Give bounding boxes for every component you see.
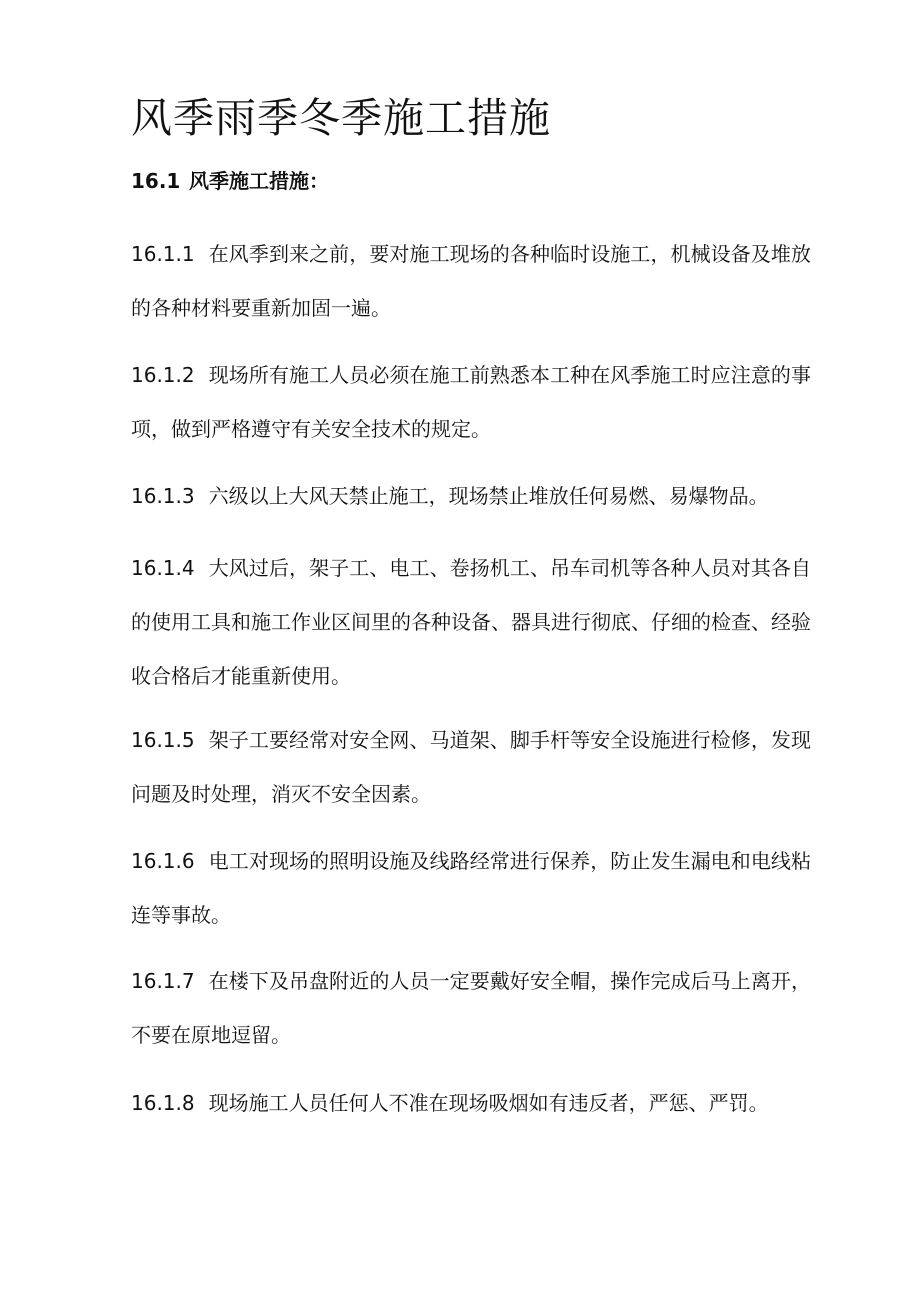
clause-text: 电工对现场的照明设施及线路经常进行保养，防止发生漏电和电线粘连等事故。 [131, 849, 811, 927]
section-title: 风季施工措施： [189, 169, 329, 193]
clause-text: 大风过后，架子工、电工、卷扬机工、吊车司机等各种人员对其各自的使用工具和施工作业区间里的各种设备、器具进行彻底、仔细的检查、经验收合格后才能重新使用。 [131, 556, 811, 688]
clause-item [131, 541, 811, 703]
clause-number: 16.1.6 [131, 849, 195, 873]
clause-number: 16.1.8 [131, 1091, 195, 1115]
clause-number: 16.1.2 [131, 363, 195, 387]
clause-text: 在楼下及吊盘附近的人员一定要戴好安全帽，操作完成后马上离开，不要在原地逗留。 [131, 969, 811, 1047]
clause-number: 16.1.1 [131, 242, 195, 266]
clause-text: 六级以上大风天禁止施工，现场禁止堆放任何易燃、易爆物品。 [208, 484, 769, 508]
clause-text: 现场所有施工人员必须在施工前熟悉本工种在风季施工时应注意的事项，做到严格遵守有关安全技术的规定。 [131, 363, 811, 441]
clause-number: 16.1.3 [131, 484, 195, 508]
clause-item [131, 713, 811, 821]
document-title: 风季雨季冬季施工措施 [131, 94, 551, 142]
section-heading [131, 166, 329, 196]
clause-item [131, 469, 811, 523]
clause-text: 现场施工人员任何人不准在现场吸烟如有违反者，严惩、严罚。 [208, 1091, 769, 1115]
clause-number: 16.1.5 [131, 728, 195, 752]
clause-item [131, 834, 811, 942]
clause-item [131, 1076, 811, 1130]
clause-number: 16.1.4 [131, 556, 195, 580]
clause-item [131, 954, 811, 1062]
clause-number: 16.1.7 [131, 969, 195, 993]
clause-text: 架子工要经常对安全网、马道架、脚手杆等安全设施进行检修，发现问题及时处理，消灭不安全因素。 [131, 728, 811, 806]
clause-item [131, 227, 811, 335]
clause-item [131, 348, 811, 456]
clause-text: 在风季到来之前，要对施工现场的各种临时设施工，机械设备及堆放的各种材料要重新加固一遍。 [131, 242, 811, 320]
section-number: 16.1 [131, 169, 181, 193]
